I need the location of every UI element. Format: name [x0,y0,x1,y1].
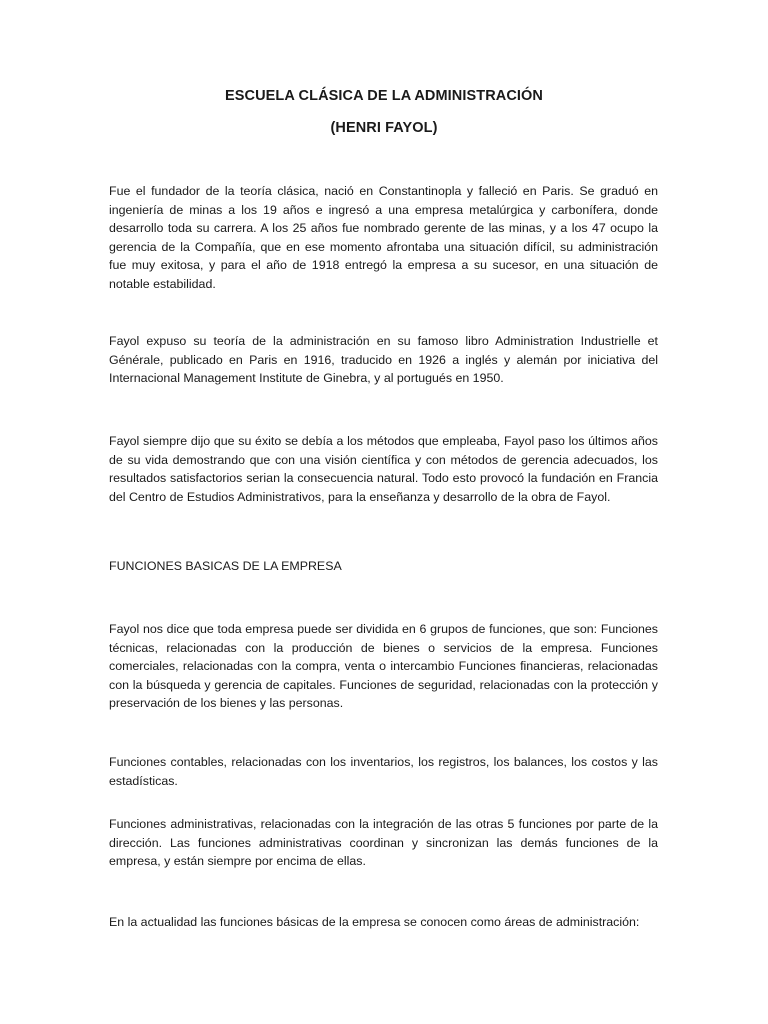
paragraph-biography: Fue el fundador de la teoría clásica, nació en Constantinopla y falleció en Paris. Se graduó en ingeniería de minas a los 19 años e ingresó a una empresa metalúrgica y carbonífera, donde desarrollo toda su carrera. A los 25 años fue nombrado gerente de las minas, y a los 47 ocupo la gerencia de la Compañía, que en ese momento afrontaba una situación difícil, su administración fue muy exitosa, y para el año de 1918 entregó la empresa a su sucesor, en una situación de notable estabilidad. [109,184,658,291]
paragraph-methods: Fayol siempre dijo que su éxito se debía a los métodos que empleaba, Fayol paso los últimos años de su vida demostrando que con una visión científica y con métodos de gerencia adecuados, los resultados satisfactorios serian la consecuencia natural. Todo esto provocó la fundación en Francia del Centro de Estudios Administrativos, para la enseñanza y desarrollo de la obra de Fayol. [109,434,658,504]
section-heading: FUNCIONES BASICAS DE LA EMPRESA [109,559,342,573]
paragraph-book: Fayol expuso su teoría de la administración en su famoso libro Administration Industrielle et Générale, publicado en Paris en 1916, traducido en 1926 a inglés y alemán por iniciativa del Internacional Management Institute de Ginebra, y al portugués en 1950. [109,334,658,386]
document-title: ESCUELA CLÁSICA DE LA ADMINISTRACIÓN [224,88,544,104]
document-subtitle: (HENRI FAYOL) [330,120,438,136]
paragraph-functions-groups: Fayol nos dice que toda empresa puede ser dividida en 6 grupos de funciones, que son: Funciones técnicas, relacionadas con la producción de bienes o servicios de la empresa. Funciones comerciales, relacionadas con la compra, venta o intercambio Funciones financieras, relacionadas con la búsqueda y gerencia de capitales. Funciones de seguridad, relacionadas con la protección y preservación de los bienes y las personas. [109,622,658,711]
paragraph-accounting-functions: Funciones contables, relacionadas con los inventarios, los registros, los balances, los costos y las estadísticas. [109,755,658,788]
paragraph-current-areas: En la actualidad las funciones básicas de la empresa se conocen como áreas de administración: [109,915,640,929]
paragraph-administrative-functions: Funciones administrativas, relacionadas con la integración de las otras 5 funciones por parte de la dirección. Las funciones administrativas coordinan y sincronizan las demás funciones de la empresa, y están siempre por encima de ellas. [109,817,658,869]
